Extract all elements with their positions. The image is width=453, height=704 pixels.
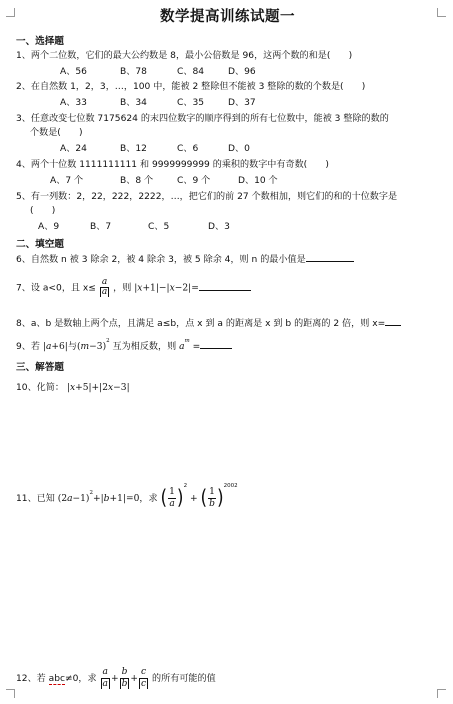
q2-option-c: C、35 — [177, 98, 205, 108]
q3-option-d: D、0 — [228, 144, 250, 154]
numerator: a — [101, 277, 108, 287]
q2-option-d: D、37 — [228, 98, 256, 108]
answer-blank-9[interactable] — [200, 347, 232, 349]
q4-option-a: A、7 个 — [50, 176, 84, 186]
question-7 — [16, 278, 251, 298]
question-8-text: 8、a、b 是数轴上两个点，且满足 a≤b，点 x 到 a 的距离是 x 到 b 的距离的 2 倍，则 x= — [16, 319, 386, 329]
q4-option-c: C、9 个 — [177, 176, 211, 186]
exponent-2: 2 — [183, 483, 188, 489]
question-2: 2、在自然数 1，2，3，…，100 中，能被 2 整除但不能被 3 整除的数的个数是( ) — [16, 82, 366, 92]
question-5-line-1: 5、有一列数：2，22，222，2222，…，把它们的前 27 个数相加，则它们的和的十位数字是 — [16, 192, 398, 202]
question-8 — [16, 320, 401, 329]
q2-option-a: A、33 — [60, 98, 87, 108]
corner-mark-bottom-right — [437, 689, 446, 698]
question-9 — [16, 339, 232, 352]
exponent-2002: 2002 — [223, 483, 238, 489]
fraction-a-over-abs-a — [100, 278, 109, 298]
answer-blank-8[interactable] — [385, 324, 401, 326]
question-3-line-2: 个数是( ) — [30, 128, 83, 138]
question-12-tail: 的所有可能的值 — [152, 673, 216, 684]
expr-condition: $(2a-1)^2+|b+1|=0$ — [57, 490, 140, 504]
section-heading-fill: 二、填空题 — [16, 239, 64, 250]
expr-a-pow-m: $a^m$ — [179, 338, 190, 352]
document-title: 数学提高训练试题一 — [160, 9, 295, 25]
q4-option-b: B、8 个 — [120, 176, 154, 186]
question-3-line-1: 3、任意改变七位数 7175624 的末四位数字的顺序得到的所有七位数中，能被 3 整除的数的 — [16, 114, 389, 124]
fraction-b-over-abs-b: $\frac{b}{b}$ — [121, 667, 128, 689]
fraction-1-over-b: $\frac{1}{b}$ — [209, 487, 215, 509]
expr-abs-sum: |x+5|+|2x−3| — [66, 383, 130, 393]
question-7-lead: 7、设 a<0，且 x≤ — [16, 283, 96, 294]
question-11: 11、已知 $(2a-1)^2+|b+1|=0$，求 ( $\frac{1}{a}$ )$^2$ + ( $\frac{1}{b}$ )$^{2002}$ — [16, 483, 238, 510]
question-9-mid: 与 — [67, 342, 77, 352]
question-10-text: 10、化简： — [16, 383, 64, 393]
fraction-a-over-abs-a: $\frac{a}{a}$ — [102, 667, 108, 689]
question-11-mid: ，求 — [139, 494, 158, 504]
answer-blank-7[interactable] — [199, 289, 251, 291]
q1-option-d: D、96 — [228, 67, 256, 77]
q5-option-b: B、7 — [90, 222, 112, 232]
section-heading-solve: 三、解答题 — [16, 362, 64, 373]
q1-option-a: A、56 — [60, 67, 87, 77]
q3-option-a: A、24 — [60, 144, 87, 154]
corner-mark-bottom-left — [6, 689, 15, 698]
q1-option-c: C、84 — [177, 67, 205, 77]
question-9-tail: 互为相反数，则 — [112, 342, 177, 352]
question-6 — [16, 256, 354, 265]
question-6-text: 6、自然数 n 被 3 除余 2，被 4 除余 3，被 5 除余 4，则 n 的最小值是 — [16, 255, 306, 265]
question-12-lead: 12、若 — [16, 673, 46, 684]
question-9-lead: 9、若 — [16, 342, 40, 352]
question-10 — [16, 384, 130, 393]
question-11-lead: 11、已知 — [16, 494, 55, 504]
answer-blank-6[interactable] — [306, 260, 354, 262]
denominator: a — [101, 287, 108, 298]
q5-option-d: D、3 — [208, 222, 230, 232]
section-heading-choice: 一、选择题 — [16, 36, 64, 47]
question-7-then: ，则 — [113, 283, 132, 294]
fraction-1-over-a: $\frac{1}{a}$ — [169, 487, 175, 509]
expr-m-minus-3-squared: $(m-3)^2$ — [76, 338, 110, 352]
abc-underlined: abc — [48, 673, 66, 684]
q3-option-c: C、6 — [177, 144, 199, 154]
q1-option-b: B、78 — [120, 67, 147, 77]
q5-option-c: C、5 — [148, 222, 170, 232]
question-5-line-2: ( ) — [30, 206, 56, 216]
question-12: 12、若 abc≠0，求 $\frac{a}{a}$ + $\frac{b}{b}$ + $\frac{c}{c}$ 的所有可能的值 — [16, 667, 216, 689]
question-4: 4、两个十位数 1111111111 和 9999999999 的乘积的数字中有奇数( ) — [16, 160, 329, 170]
expr-abs-a-plus-6: |a+6| — [42, 342, 68, 352]
abs-expression: |x+1|−|x−2|= — [134, 283, 199, 294]
q4-option-d: D、10 个 — [238, 176, 278, 186]
corner-mark-top-left — [6, 8, 15, 17]
corner-mark-top-right — [437, 8, 446, 17]
question-9-equals: = — [192, 342, 201, 352]
question-12-cond: ≠0，求 — [65, 673, 97, 684]
question-1: 1、两个二位数，它们的最大公约数是 8，最小公倍数是 96，这两个数的和是( ) — [16, 51, 353, 61]
q5-option-a: A、9 — [38, 222, 60, 232]
fraction-c-over-abs-c: $\frac{c}{c}$ — [141, 667, 147, 689]
q3-option-b: B、12 — [120, 144, 147, 154]
q2-option-b: B、34 — [120, 98, 147, 108]
